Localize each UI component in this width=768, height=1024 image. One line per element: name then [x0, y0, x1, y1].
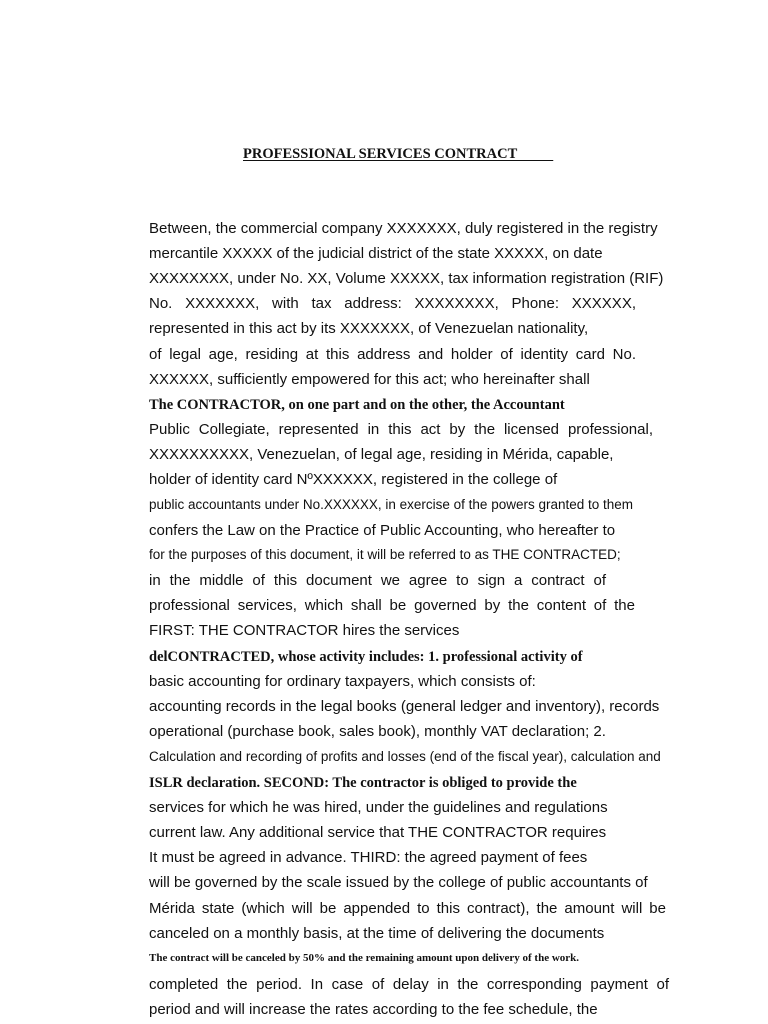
body-line-20: accounting records in the legal books (general ledger and inventory), records	[149, 698, 660, 715]
body-line-13: confers the Law on the Practice of Public Accounting, who hereafter to	[149, 522, 616, 539]
body-line-17: FIRST: THE CONTRACTOR hires the services	[149, 622, 460, 639]
body-line-16: professional services, which shall be governed by the content of the	[149, 597, 635, 614]
body-line-12: public accountants under No.XXXXXX, in exercise of the powers granted to them	[149, 497, 634, 512]
body-line-11: holder of identity card NºXXXXXX, registered in the college of	[149, 471, 558, 488]
body-line-24: services for which he was hired, under the guidelines and regulations	[149, 799, 608, 816]
body-line-10: XXXXXXXXXX, Venezuelan, of legal age, residing in Mérida, capable,	[149, 446, 614, 463]
body-line-1: Between, the commercial company XXXXXXX, duly registered in the registry	[149, 220, 658, 237]
body-line-19: basic accounting for ordinary taxpayers, which consists of:	[149, 673, 536, 690]
document-title: PROFESSIONAL SERVICES CONTRACT	[243, 146, 554, 162]
body-line-9: Public Collegiate, represented in this act by the licensed professional,	[149, 421, 653, 438]
body-line-15: in the middle of this document we agree to sign a contract of	[149, 572, 606, 589]
body-line-18: delCONTRACTED, whose activity includes: 1. professional activity of	[149, 649, 583, 665]
body-line-3: XXXXXXXX, under No. XX, Volume XXXXX, tax information registration (RIF)	[149, 270, 664, 287]
body-line-28: Mérida state (which will be appended to this contract), the amount will be	[149, 900, 666, 917]
body-line-7: XXXXXX, sufficiently empowered for this act; who hereinafter shall	[149, 371, 590, 388]
body-line-30: The contract will be canceled by 50% and the remaining amount upon delivery of the work.	[149, 952, 580, 964]
body-line-25: current law. Any additional service that THE CONTRACTOR requires	[149, 824, 607, 841]
body-line-31: completed the period. In case of delay in the corresponding payment of	[149, 976, 669, 993]
body-line-23: ISLR declaration. SECOND: The contractor is obliged to provide the	[149, 775, 577, 791]
body-line-21: operational (purchase book, sales book), monthly VAT declaration; 2.	[149, 723, 606, 740]
body-line-4: No. XXXXXXX, with tax address: XXXXXXXX, Phone: XXXXXX,	[149, 295, 636, 312]
body-line-22: Calculation and recording of profits and losses (end of the fiscal year), calculation and	[149, 749, 661, 764]
body-line-5: represented in this act by its XXXXXXX, of Venezuelan nationality,	[149, 320, 589, 337]
body-line-32: period and will increase the rates according to the fee schedule, the	[149, 1001, 598, 1018]
body-line-27: will be governed by the scale issued by the college of public accountants of	[149, 874, 648, 891]
body-line-6: of legal age, residing at this address and holder of identity card No.	[149, 346, 636, 363]
body-line-29: canceled on a monthly basis, at the time of delivering the documents	[149, 925, 605, 942]
body-line-26: It must be agreed in advance. THIRD: the agreed payment of fees	[149, 849, 588, 866]
body-line-8: The CONTRACTOR, on one part and on the other, the Accountant	[149, 397, 565, 413]
body-line-2: mercantile XXXXX of the judicial district of the state XXXXX, on date	[149, 245, 603, 262]
body-line-14: for the purposes of this document, it will be referred to as THE CONTRACTED;	[149, 547, 621, 562]
